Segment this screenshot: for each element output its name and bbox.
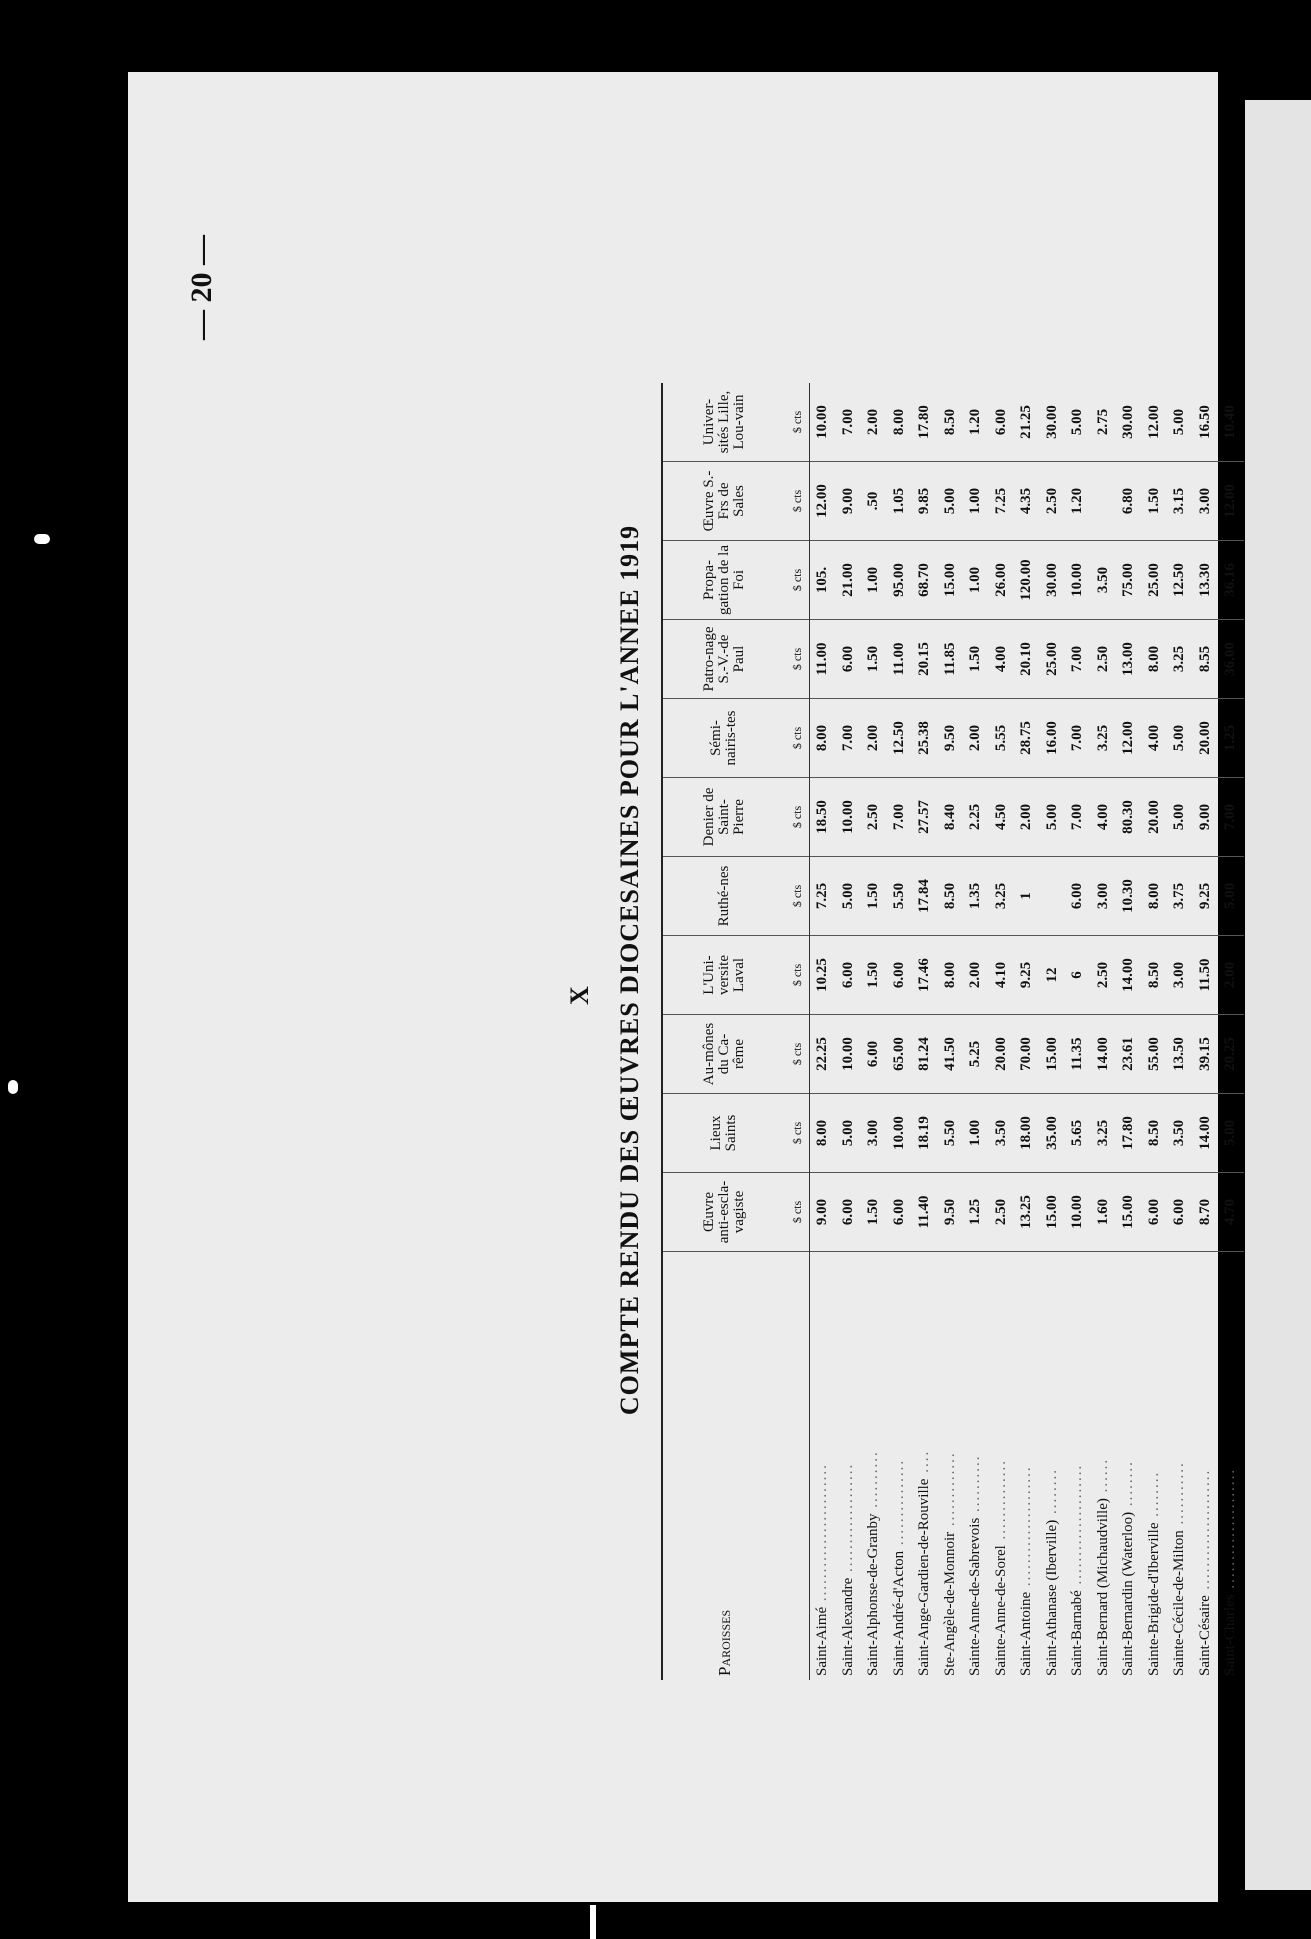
column-header: Univer-sités Lille, Lou-vain [662, 383, 785, 462]
table-row [1091, 383, 1117, 1680]
column-unit: $ cts [785, 857, 810, 936]
amount-cell: 18.00 [1014, 1094, 1040, 1173]
parish-name [810, 1252, 836, 1681]
amount-cell: 17.84 [912, 857, 938, 936]
leader-dots: ............... [890, 1458, 907, 1551]
column-header: Denier de Saint-Pierre [662, 778, 785, 857]
parish-name [836, 1252, 862, 1681]
amount-cell: 3.15 [1167, 462, 1193, 541]
leader-dots: ..................... [1222, 1467, 1239, 1595]
parish-name [861, 1252, 887, 1681]
column-header: Patro-nage S.-V.-de Paul [662, 620, 785, 699]
amount-cell: 18.19 [912, 1094, 938, 1173]
table-row [836, 383, 862, 1680]
amount-cell: 8.50 [1142, 936, 1168, 1015]
amount-cell: 3.00 [861, 1094, 887, 1173]
table-body [810, 383, 1244, 1680]
parish-name [1193, 1252, 1219, 1681]
leader-dots: ........ [1120, 1460, 1137, 1512]
amount-cell: 12.00 [1218, 462, 1244, 541]
table-row [989, 383, 1015, 1680]
amount-cell: 1.25 [1218, 699, 1244, 778]
column-header: Lieux Saints [662, 1094, 785, 1173]
leader-dots: ........ [1145, 1470, 1162, 1523]
column-header: Ruthé-nes [662, 857, 785, 936]
amount-cell: 20.15 [912, 620, 938, 699]
parish-label: Ste-Angèle-de-Monnoir [941, 1531, 958, 1676]
amount-cell: 11.35 [1065, 1015, 1091, 1094]
amount-cell: 25.38 [912, 699, 938, 778]
page-title: COMPTE RENDU DES ŒUVRES DIOCESAINES POUR L'ANNEE 1919 [615, 524, 644, 1416]
table-row [912, 383, 938, 1680]
amount-cell: 10.00 [887, 1094, 913, 1173]
amount-cell: 1 [1014, 857, 1040, 936]
parish-label: Sainte-Cécile-de-Milton [1171, 1530, 1188, 1676]
parish-label: Saint-Alphonse-de-Granby [865, 1513, 882, 1676]
table-row [1167, 383, 1193, 1680]
amount-cell: 5.00 [1167, 778, 1193, 857]
amount-cell: 6.00 [836, 936, 862, 1015]
amount-cell: 5.00 [938, 462, 964, 541]
amount-cell: 41.50 [938, 1015, 964, 1094]
amount-cell: 2.75 [1091, 383, 1117, 462]
table-row [887, 383, 913, 1680]
amount-cell: 1.00 [861, 541, 887, 620]
amount-cell: 26.00 [989, 541, 1015, 620]
amount-cell: .50 [861, 462, 887, 541]
amount-cell: 13.30 [1193, 541, 1219, 620]
amount-cell: 9.50 [938, 1173, 964, 1252]
amount-cell: 9.00 [1193, 778, 1219, 857]
amount-cell: 25.00 [1040, 620, 1066, 699]
amount-cell: 7.00 [836, 699, 862, 778]
parish-name [1040, 1252, 1066, 1681]
amount-cell: 55.00 [1142, 1015, 1168, 1094]
table-row [1193, 383, 1219, 1680]
amount-cell: 8.00 [810, 1094, 836, 1173]
leader-dots: .......... [865, 1450, 882, 1514]
parish-label: Saint-André-d'Acton [890, 1550, 907, 1676]
amount-cell: 17.46 [912, 936, 938, 1015]
section-number: X [565, 986, 594, 1005]
column-unit [785, 1252, 810, 1681]
leader-dots: .............. [992, 1458, 1009, 1546]
parish-label: Saint-Barnabé [1069, 1590, 1086, 1676]
amount-cell: 1.05 [887, 462, 913, 541]
amount-cell: 11.85 [938, 620, 964, 699]
amount-cell: 22.25 [810, 1015, 836, 1094]
column-unit: $ cts [785, 699, 810, 778]
table-row [1116, 383, 1142, 1680]
amount-cell: 4.00 [989, 620, 1015, 699]
amount-cell: 7.00 [887, 778, 913, 857]
table-row [861, 383, 887, 1680]
amount-cell: 7.00 [1065, 699, 1091, 778]
amount-cell: 4.35 [1014, 462, 1040, 541]
amount-cell: 30.00 [1040, 541, 1066, 620]
amount-cell: 20.00 [1193, 699, 1219, 778]
amount-cell: 10.00 [1065, 1173, 1091, 1252]
amount-cell: 12.00 [1142, 383, 1168, 462]
parish-label: Saint-Bernardin (Waterloo) [1120, 1511, 1137, 1676]
amount-cell: 15.00 [1040, 1015, 1066, 1094]
amount-cell: 8.40 [938, 778, 964, 857]
amount-cell: 7.00 [1218, 778, 1244, 857]
amount-cell: 10.30 [1116, 857, 1142, 936]
column-header: Propa-gation de la Foi [662, 541, 785, 620]
leader-dots: ........ [1043, 1468, 1060, 1520]
table-row [810, 383, 836, 1680]
parish-label: Saint-Ange-Gardien-de-Rouville [916, 1478, 933, 1676]
amount-cell: 5.00 [836, 1094, 862, 1173]
amount-cell: 9.00 [836, 462, 862, 541]
table-row [1040, 383, 1066, 1680]
amount-cell: 8.00 [938, 936, 964, 1015]
amount-cell: 7.00 [1065, 620, 1091, 699]
parish-name [1091, 1252, 1117, 1681]
amount-cell: 12.00 [1116, 699, 1142, 778]
amount-cell: 2.00 [963, 936, 989, 1015]
parish-label: Saint-Athanase (Iberville) [1043, 1519, 1060, 1676]
amount-cell: 18.50 [810, 778, 836, 857]
amount-cell: 3.50 [1167, 1094, 1193, 1173]
parish-label: Sainte-Brigide-d'Iberville [1145, 1522, 1162, 1676]
parish-name [887, 1252, 913, 1681]
facing-page-edge [1245, 100, 1311, 1890]
amount-cell: 7.25 [989, 462, 1015, 541]
parish-name [989, 1252, 1015, 1681]
amount-cell: 1.00 [963, 462, 989, 541]
amount-cell: 14.00 [1116, 936, 1142, 1015]
amount-cell: 95.00 [887, 541, 913, 620]
amount-cell: 75.00 [1116, 541, 1142, 620]
amount-cell: 6.80 [1116, 462, 1142, 541]
table-row [938, 383, 964, 1680]
amount-cell: 8.50 [938, 383, 964, 462]
amount-cell: 3.25 [989, 857, 1015, 936]
amount-cell: 68.70 [912, 541, 938, 620]
amount-cell: 3.50 [989, 1094, 1015, 1173]
leader-dots: ..................... [1196, 1468, 1213, 1596]
amount-cell: 2.50 [1091, 936, 1117, 1015]
amount-cell: 1.50 [861, 857, 887, 936]
amount-cell: 30.00 [1116, 383, 1142, 462]
parish-name [1116, 1252, 1142, 1681]
page-number: — 20 — [185, 235, 218, 340]
amount-cell: 4.50 [989, 778, 1015, 857]
amount-cell: 28.75 [1014, 699, 1040, 778]
amount-cell: 6.00 [989, 383, 1015, 462]
amount-cell: 8.55 [1193, 620, 1219, 699]
amount-cell: 1.60 [1091, 1173, 1117, 1252]
amount-cell: 1.20 [963, 383, 989, 462]
amount-cell: 3.75 [1167, 857, 1193, 936]
amount-cell: 1.00 [963, 1094, 989, 1173]
amount-cell: 4.70 [1218, 1173, 1244, 1252]
parish-name [1142, 1252, 1168, 1681]
amount-cell: 12.50 [887, 699, 913, 778]
amount-cell: 1.20 [1065, 462, 1091, 541]
parish-name [1167, 1252, 1193, 1681]
table-row [1142, 383, 1168, 1680]
amount-cell: 80.30 [1116, 778, 1142, 857]
amount-cell [1040, 857, 1066, 936]
amount-cell: 6.00 [887, 1173, 913, 1252]
amount-cell: 4.00 [1142, 699, 1168, 778]
amount-cell: 5.50 [938, 1094, 964, 1173]
amount-cell: 8.00 [887, 383, 913, 462]
column-unit: $ cts [785, 462, 810, 541]
parish-name [1218, 1252, 1244, 1681]
amount-cell: 11.00 [810, 620, 836, 699]
amount-cell: 5.00 [1065, 383, 1091, 462]
amount-cell: 13.50 [1167, 1015, 1193, 1094]
amount-cell: 21.00 [836, 541, 862, 620]
leader-dots: ...... [1094, 1457, 1111, 1499]
parish-label: Saint-Alexandre [839, 1577, 856, 1676]
amount-cell: 17.80 [912, 383, 938, 462]
amount-cell: 13.25 [1014, 1173, 1040, 1252]
amount-cell: 9.00 [810, 1173, 836, 1252]
amount-cell: 65.00 [887, 1015, 913, 1094]
scan-speck [34, 534, 50, 544]
amount-cell: 9.50 [938, 699, 964, 778]
amount-cell: 15.00 [1040, 1173, 1066, 1252]
leader-dots: ..................... [1069, 1463, 1086, 1591]
amount-cell: 3.00 [1193, 462, 1219, 541]
scan-speck [590, 1905, 596, 1939]
amount-cell: 1.25 [963, 1173, 989, 1252]
amount-cell: 8.00 [1142, 620, 1168, 699]
amount-cell: 5.50 [887, 857, 913, 936]
parish-name [938, 1252, 964, 1681]
column-unit: $ cts [785, 383, 810, 462]
parish-name [963, 1252, 989, 1681]
leader-dots: ..................... [1018, 1465, 1035, 1592]
amount-cell: 5.65 [1065, 1094, 1091, 1173]
amount-cell: 5.00 [1040, 778, 1066, 857]
column-header: Œuvre anti-escla-vagiste [662, 1173, 785, 1252]
column-unit: $ cts [785, 541, 810, 620]
amount-cell: 25.00 [1142, 541, 1168, 620]
amount-cell: 1.50 [861, 1173, 887, 1252]
amount-cell [1091, 462, 1117, 541]
amount-cell: 5.00 [1218, 1094, 1244, 1173]
amount-cell: 30.00 [1040, 383, 1066, 462]
amount-cell: 5.25 [963, 1015, 989, 1094]
parish-label: Sainte-Anne-de-Sabrevois [967, 1517, 984, 1676]
parish-name [912, 1252, 938, 1681]
leader-dots: ........... [1171, 1461, 1188, 1531]
column-unit: $ cts [785, 620, 810, 699]
parish-label: Sainte-Anne-de-Sorel [992, 1545, 1009, 1676]
amount-cell: 2.50 [1091, 620, 1117, 699]
column-header: Au-mônes du Ca-rême [662, 1015, 785, 1094]
amount-cell: 7.25 [810, 857, 836, 936]
amount-cell: 6.00 [861, 1015, 887, 1094]
amount-cell: 7.00 [1065, 778, 1091, 857]
amount-cell: 2.50 [989, 1173, 1015, 1252]
amount-cell: 1.50 [861, 620, 887, 699]
amount-cell: 4.10 [989, 936, 1015, 1015]
amount-cell: 9.25 [1014, 936, 1040, 1015]
amount-cell: 1.35 [963, 857, 989, 936]
table-row [1218, 383, 1244, 1680]
scan-speck [8, 1080, 18, 1094]
amount-cell: 2.00 [861, 699, 887, 778]
column-unit: $ cts [785, 778, 810, 857]
amount-cell: 39.15 [1193, 1015, 1219, 1094]
amount-cell: 35.00 [1040, 1094, 1066, 1173]
parish-label: Saint-Aimé [814, 1606, 831, 1676]
amount-cell: 3.50 [1091, 541, 1117, 620]
amount-cell: 10.00 [810, 383, 836, 462]
parish-name [1065, 1252, 1091, 1681]
amount-cell: 2.50 [1040, 462, 1066, 541]
amount-cell: 81.24 [912, 1015, 938, 1094]
table-units-row [785, 383, 810, 1680]
amount-cell: 20.10 [1014, 620, 1040, 699]
amount-cell: 10.00 [836, 1015, 862, 1094]
leader-dots: ................... [839, 1462, 856, 1578]
amount-cell: 11.40 [912, 1173, 938, 1252]
parish-label: Saint-Charles [1222, 1594, 1239, 1676]
amount-cell: 21.25 [1014, 383, 1040, 462]
amount-cell: 20.00 [1142, 778, 1168, 857]
amount-cell: 11.00 [887, 620, 913, 699]
leader-dots: ............. [941, 1451, 958, 1532]
amount-cell: 16.00 [1040, 699, 1066, 778]
amount-cell: 6.00 [836, 620, 862, 699]
table-row [1014, 383, 1040, 1680]
amount-cell: 5.00 [1167, 383, 1193, 462]
amount-cell: 120.00 [1014, 541, 1040, 620]
amount-cell: 2.00 [861, 383, 887, 462]
amount-cell: 10.25 [810, 936, 836, 1015]
amount-cell: 11.50 [1193, 936, 1219, 1015]
table-row [963, 383, 989, 1680]
amount-cell: 20.00 [989, 1015, 1015, 1094]
amount-cell: 12.50 [1167, 541, 1193, 620]
amount-cell: 5.00 [836, 857, 862, 936]
rotated-page-content [165, 220, 1239, 1720]
parish-label: Saint-Bernard (Michaudville) [1094, 1498, 1111, 1676]
amount-cell: 5.00 [1218, 857, 1244, 936]
amount-cell: 2.00 [963, 699, 989, 778]
amount-cell: 6.00 [887, 936, 913, 1015]
amount-cell: 3.25 [1167, 620, 1193, 699]
amount-cell: 20.25 [1218, 1015, 1244, 1094]
amount-cell: 10.00 [836, 778, 862, 857]
amount-cell: 14.00 [1193, 1094, 1219, 1173]
amount-cell: 14.00 [1091, 1015, 1117, 1094]
amount-cell: 8.00 [1142, 857, 1168, 936]
amount-cell: 3.25 [1091, 699, 1117, 778]
amount-cell: 1.00 [963, 541, 989, 620]
amount-cell: 6 [1065, 936, 1091, 1015]
amount-cell: 6.00 [836, 1173, 862, 1252]
amount-cell: 12 [1040, 936, 1066, 1015]
parish-label: Saint-Césaire [1196, 1595, 1213, 1676]
amount-cell: 10.00 [1065, 541, 1091, 620]
amount-cell: 8.50 [938, 857, 964, 936]
amount-cell: 5.55 [989, 699, 1015, 778]
amount-cell: 70.00 [1014, 1015, 1040, 1094]
amount-cell: 2.25 [963, 778, 989, 857]
amount-cell: 2.00 [1218, 936, 1244, 1015]
amount-cell: 2.00 [1014, 778, 1040, 857]
amount-cell: 4.00 [1091, 778, 1117, 857]
amount-cell: 23.61 [1116, 1015, 1142, 1094]
amount-cell: 15.00 [1116, 1173, 1142, 1252]
amount-cell: 2.50 [861, 778, 887, 857]
amount-cell: 9.85 [912, 462, 938, 541]
amount-cell: 7.00 [836, 383, 862, 462]
amount-cell: 10.40 [1218, 383, 1244, 462]
column-unit: $ cts [785, 1015, 810, 1094]
column-header: Œuvre S.-Frs de Sales [662, 462, 785, 541]
amount-cell: 8.00 [810, 699, 836, 778]
amount-cell: 17.80 [1116, 1094, 1142, 1173]
column-unit: $ cts [785, 936, 810, 1015]
amount-cell: 6.00 [1065, 857, 1091, 936]
amount-cell: 6.00 [1142, 1173, 1168, 1252]
accounts-table [661, 383, 1244, 1680]
column-header-parishes: Paroisses [662, 1252, 785, 1681]
column-header: L'Uni-versite Laval [662, 936, 785, 1015]
leader-dots: .... [916, 1449, 933, 1479]
amount-cell: 15.00 [938, 541, 964, 620]
amount-cell: 27.57 [912, 778, 938, 857]
amount-cell: 13.00 [1116, 620, 1142, 699]
amount-cell: 1.50 [861, 936, 887, 1015]
amount-cell: 1.50 [1142, 462, 1168, 541]
amount-cell: 16.50 [1193, 383, 1219, 462]
amount-cell: 9.25 [1193, 857, 1219, 936]
column-unit: $ cts [785, 1173, 810, 1252]
leader-dots: .......... [967, 1454, 984, 1518]
amount-cell: 36.00 [1218, 620, 1244, 699]
column-header: Sémi-nairis-tes [662, 699, 785, 778]
column-unit: $ cts [785, 1094, 810, 1173]
amount-cell: 12.00 [810, 462, 836, 541]
parish-label: Saint-Antoine [1018, 1591, 1035, 1676]
amount-cell: 6.00 [1167, 1173, 1193, 1252]
leader-dots: ........................ [814, 1463, 831, 1607]
amount-cell: 5.00 [1167, 699, 1193, 778]
amount-cell: 8.70 [1193, 1173, 1219, 1252]
amount-cell: 36.16 [1218, 541, 1244, 620]
amount-cell: 3.00 [1167, 936, 1193, 1015]
amount-cell: 8.50 [1142, 1094, 1168, 1173]
table-header-row [662, 383, 785, 1680]
amount-cell: 1.50 [963, 620, 989, 699]
table-row [1065, 383, 1091, 1680]
parish-name [1014, 1252, 1040, 1681]
amount-cell: 105. [810, 541, 836, 620]
amount-cell: 3.00 [1091, 857, 1117, 936]
amount-cell: 3.25 [1091, 1094, 1117, 1173]
